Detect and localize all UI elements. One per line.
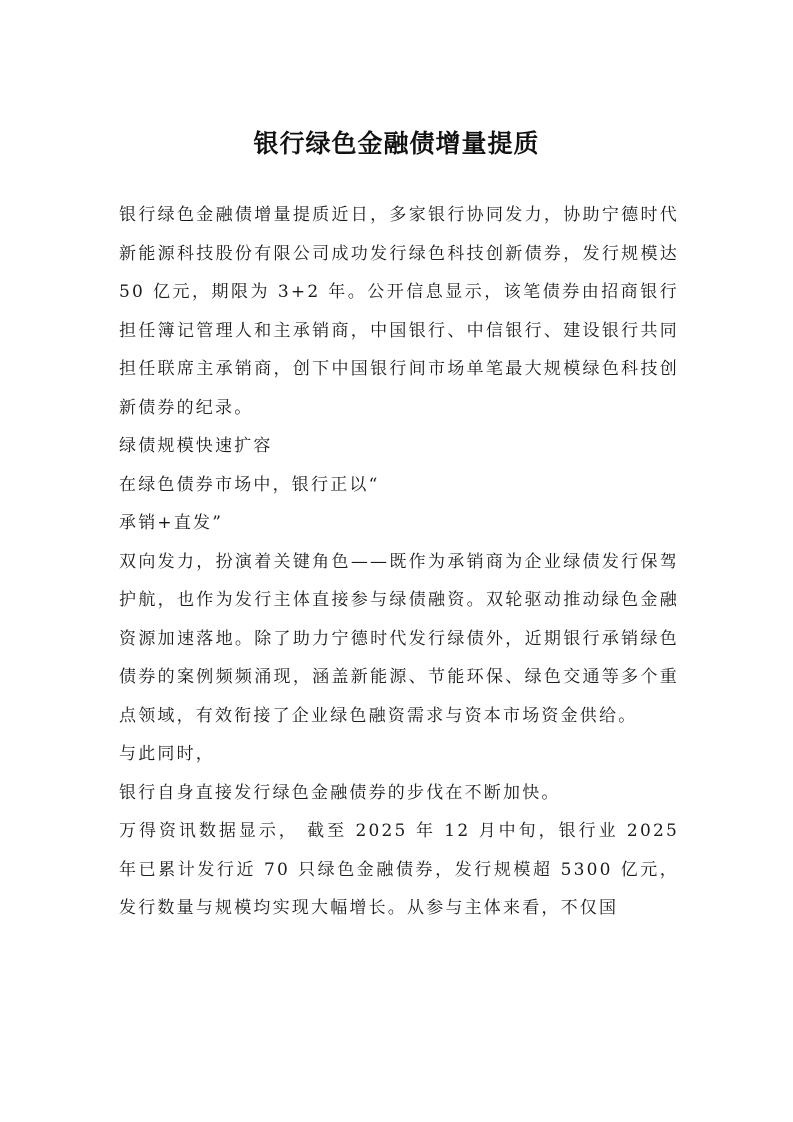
paragraph-wind-data: 万得资讯数据显示， 截至 2025 年 12 月中旬，银行业 2025 年已累计发行近 70 只绿色金融债券，发行规模超 5300 亿元，发行数量与规模均实现大幅增长。从参与主体来看，不仅国 (119, 821, 679, 918)
document-body (119, 196, 679, 928)
paragraph-bank-issuance: 银行自身直接发行绿色金融债券的步伐在不断加快。 (119, 782, 561, 803)
document-title: 银行绿色金融债增量提质 (253, 129, 540, 158)
section-heading-green-bond-expansion: 绿债规模快速扩容 (119, 436, 273, 456)
paragraph-dual-drive: 双向发力，扮演着关键角色——既作为承销商为企业绿债发行保驾护航，也作为发行主体直接参与绿债融资。双轮驱动推动绿色金融资源加速落地。除了助力宁德时代发行绿债外，近期银行承销绿色债券的案例频频涌现，涵盖新能源、节能环保、绿色交通等多个重点领域，有效衔接了企业绿色融资需求与资本市场资金供给。 (119, 551, 679, 726)
paragraph-meanwhile: 与此同时， (119, 744, 215, 764)
paragraph-underwriting-direct: 承销+直发” (119, 513, 224, 533)
paragraph-market-role: 在绿色债券市场中，银行正以“ (119, 474, 380, 495)
paragraph-intro: 银行绿色金融债增量提质近日，多家银行协同发力，协助宁德时代新能源科技股份有限公司成功发行绿色科技创新债券，发行规模达 50 亿元，期限为 3+2 年。公开信息显示，该笔债券由招商银行担任簿记管理人和主承销商，中国银行、中信银行、建设银行共同担任联席主承销商，创下中国银行间市场单笔最大规模绿色科技创新债券的纪录。 (119, 205, 679, 418)
